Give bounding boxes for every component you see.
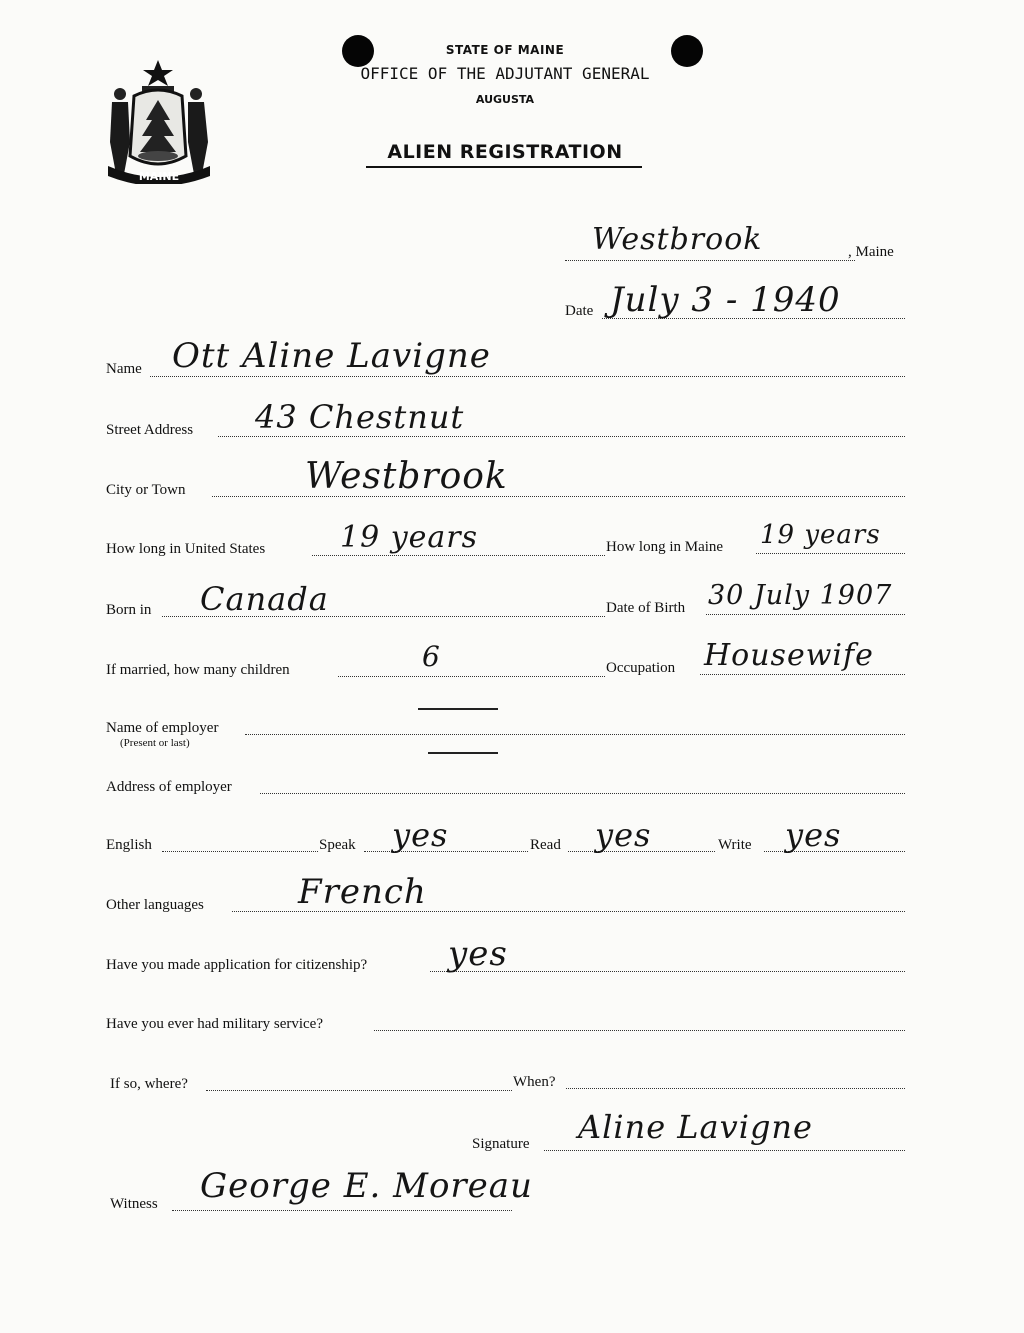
employer-address-label: Address of employer bbox=[106, 779, 232, 795]
signature-entry: Aline Lavigne bbox=[578, 1108, 813, 1146]
seal-banner-text: MAINE bbox=[138, 170, 180, 183]
born-in-label: Born in bbox=[106, 602, 152, 618]
maine-label: , Maine bbox=[848, 244, 894, 260]
other-languages-label: Other languages bbox=[106, 897, 204, 913]
date-entry: July 3 - 1940 bbox=[610, 280, 841, 320]
punch-hole-left bbox=[342, 35, 374, 67]
occupation-entry: Housewife bbox=[704, 638, 874, 673]
us-time-entry: 19 years bbox=[340, 520, 479, 555]
where-label: If so, where? bbox=[110, 1076, 188, 1092]
employer-address-line bbox=[260, 793, 905, 794]
employer-line bbox=[245, 734, 905, 735]
read-label: Read bbox=[530, 837, 561, 853]
citizenship-entry: yes bbox=[448, 934, 508, 974]
name-label: Name bbox=[106, 361, 142, 377]
us-time-line bbox=[312, 555, 605, 556]
place-entry: Westbrook bbox=[592, 222, 763, 257]
witness-entry: George E. Moreau bbox=[200, 1166, 533, 1206]
dob-label: Date of Birth bbox=[606, 600, 686, 616]
when-label: When? bbox=[513, 1074, 556, 1090]
dob-line bbox=[706, 614, 905, 615]
born-in-entry: Canada bbox=[200, 580, 329, 618]
state-header: STATE OF MAINE bbox=[445, 43, 565, 57]
signature-label: Signature bbox=[472, 1136, 530, 1152]
speak-entry: yes bbox=[392, 816, 449, 854]
employer-address-blank-dash bbox=[428, 752, 498, 754]
city-header: AUGUSTA bbox=[475, 93, 535, 106]
english-label: English bbox=[106, 837, 152, 853]
children-line bbox=[338, 676, 605, 677]
place-line bbox=[565, 260, 855, 261]
speak-label: Speak bbox=[319, 837, 356, 853]
employer-blank-dash bbox=[418, 708, 498, 710]
street-entry: 43 Chestnut bbox=[255, 398, 465, 436]
office-header: OFFICE OF THE ADJUTANT GENERAL bbox=[360, 64, 650, 83]
military-label: Have you ever had military service? bbox=[106, 1016, 323, 1032]
citizenship-label: Have you made application for citizenship? bbox=[106, 957, 368, 973]
maine-time-line bbox=[756, 553, 905, 554]
dob-entry: 30 July 1907 bbox=[708, 580, 893, 611]
maine-time-label: How long in Maine bbox=[606, 539, 724, 555]
write-label: Write bbox=[718, 837, 752, 853]
street-label: Street Address bbox=[106, 422, 194, 438]
name-line bbox=[150, 376, 905, 377]
english-line bbox=[162, 851, 318, 852]
date-label: Date bbox=[565, 303, 594, 319]
punch-hole-right bbox=[671, 35, 703, 67]
us-time-label: How long in United States bbox=[106, 541, 266, 557]
where-line bbox=[206, 1090, 512, 1091]
city-label: City or Town bbox=[106, 482, 186, 498]
occupation-label: Occupation bbox=[606, 660, 676, 676]
military-line bbox=[374, 1030, 905, 1031]
witness-label: Witness bbox=[110, 1196, 158, 1212]
when-line bbox=[566, 1088, 905, 1089]
form-title: ALIEN REGISTRATION bbox=[387, 141, 623, 163]
write-entry: yes bbox=[785, 816, 842, 854]
maine-state-seal bbox=[104, 56, 214, 184]
witness-line bbox=[172, 1210, 512, 1211]
children-entry: 6 bbox=[422, 640, 441, 673]
employer-note: (Present or last) bbox=[120, 737, 190, 749]
read-entry: yes bbox=[595, 816, 652, 854]
city-entry: Westbrook bbox=[305, 456, 508, 497]
maine-time-entry: 19 years bbox=[760, 520, 881, 550]
street-line bbox=[218, 436, 905, 437]
name-entry: Ott Aline Lavigne bbox=[172, 336, 491, 376]
title-underline bbox=[366, 166, 642, 168]
signature-line bbox=[544, 1150, 905, 1151]
other-languages-entry: French bbox=[298, 872, 427, 912]
children-label: If married, how many children bbox=[106, 662, 290, 678]
employer-label: Name of employer bbox=[106, 720, 219, 736]
occupation-line bbox=[700, 674, 905, 675]
